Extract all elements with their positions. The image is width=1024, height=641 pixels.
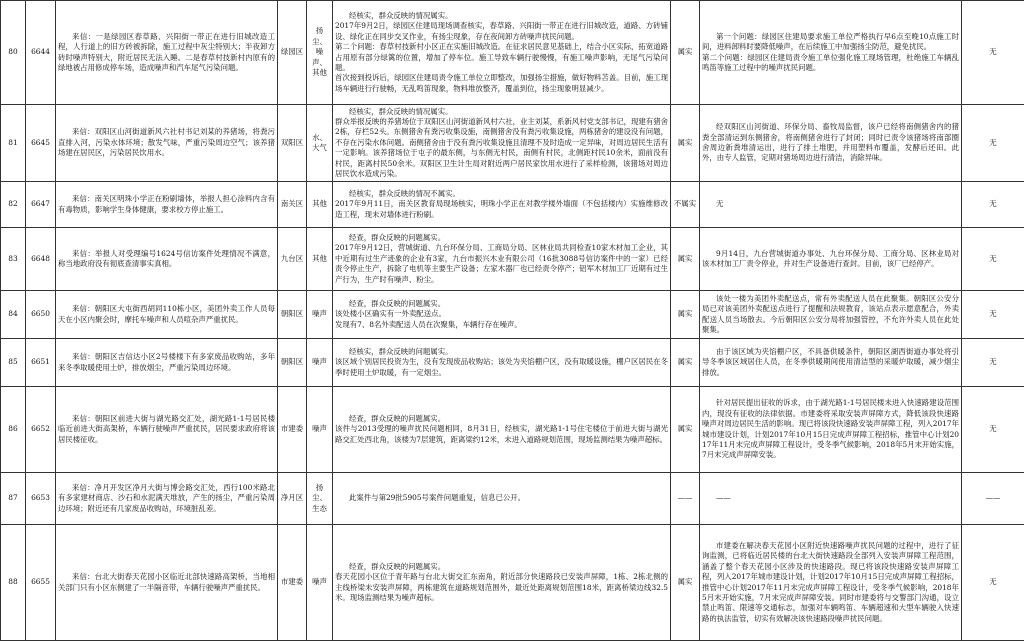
actions-text: —— — [700, 473, 962, 525]
penalty: 无 — [962, 105, 1024, 182]
district: 绿园区 — [278, 1, 307, 105]
case-number: 6655 — [26, 525, 56, 641]
findings-text: 经查，群众反映的问题属实。 春天花园小区位于青年路与台北大街交汇东南角，附近部分快速路段已安装声屏障，1栋、2栋北侧的主线桥梁未安装声屏障，两栋建筑在道路规划范围外，最近处距离规划范围18米，距离桥梁边线32.5米。现场监测结果为噪声超标。 — [333, 525, 671, 641]
verdict: 属实 — [671, 525, 700, 641]
case-number: 6652 — [26, 387, 56, 473]
actions-text: 由于该区域为夹馅棚户区，不具备供暖条件，朝阳区湖西街道办事处将引导冬季该区域居住人员，在冬季供暖期间使用清洁型的采暖炉取暖，减少烟尘排放。 — [700, 339, 962, 387]
complaint-text: 来信：净月开发区净月大街与博会路交汇处，西行100米路北有多家建材商店、沙石和水泥满天堆放，产生的扬尘，严重污染周边环境；附近还有几家废品收购站，环境脏乱差。 — [56, 473, 278, 525]
district: 朝阳区 — [278, 291, 307, 339]
row-seq: 82 — [1, 182, 26, 228]
table-row — [1, 291, 1024, 339]
pollution-type: 噪声 — [307, 525, 333, 641]
actions-text: 市建委在解决春天花园小区附近快速路噪声扰民问题的过程中，进行了征询监测，已将临近居民楼的台北大街快速路段全部列入安装声屏障工程范围，涵盖了整个春天花园小区涉及的快速路段。现已将该段快速路安装声屏障工程，列入2017年城市建设计划，计划2017年10月15日完成声屏障工程招标，推管中心计划2017年11月末完成声屏障工程设计，受冬季气候影响，2018年5月末开始实施，7月末完成声屏障安装。同时市建委将与交警部门沟通，设立禁止鸣笛、限速等交通标志，加强对车辆鸣笛、车辆超速和大型车辆驶入快速路的执法监管，切实有效解决该快速路段噪声扰民问题。 — [700, 525, 962, 641]
complaint-text: 来信：朝阳区吉信达小区2号楼楼下有多家废品收购站，多年来冬季取暖使用土炉，排放烟尘，严重污染周边环境。 — [56, 339, 278, 387]
case-number: 6645 — [26, 105, 56, 182]
row-seq: 84 — [1, 291, 26, 339]
findings-text: 经查，群众反映的问题属实。 该件与2013受理的噪声扰民问题相同，8月31日，经核实，湖光路1-1号住宅楼位于前进大街与湖光路交汇处西北角，该楼为7层建筑，距离梁约12米，未进入道路规划范围，现场监测结果为噪声超标。 — [333, 387, 671, 473]
table-row — [1, 228, 1024, 291]
complaint-text: 来信：台北大街春天花园小区临近北部快速路高架桥，当地相关部门只有小区东侧建了一半隔音带，车辆行驶噪声严重扰民。 — [56, 525, 278, 641]
findings-text: 经核实，群众反映的情况属实。 群众举报反映的养猪场位于双阳区山河街道新风村六社，业主刘某，系新风村党支部书记，现建有猪舍2栋，存栏52头。东侧猪舍有粪污收集设施，南侧猪舍没有粪污收集设施，两栋猪舍的建设没有问题，不存在污染水体问题。南侧猪舍由于没有粪污收集设施且清理不及时造成一定异味，对周边居民生活有一定影响。该养猪场位于屯子的最东侧，与东侧无村民，南侧有村民，北侧距村民10余米，面前没有村民，距离村民50余米。双阳区卫生计生局对附近两户居民家饮用水进行了采样检测，该猪场对周边居民饮水造成污染。 — [333, 105, 671, 182]
table-row — [1, 182, 1024, 228]
table-row — [1, 339, 1024, 387]
complaint-text: 来信：朝阳区前进大街与湖光路交汇处，湖光路1-1号居民楼临近前进大街高架桥，车辆行驶噪声严重扰民，居民要求政府将该居民楼征收。 — [56, 387, 278, 473]
row-seq: 87 — [1, 473, 26, 525]
district: 市建委 — [278, 525, 307, 641]
complaint-text: 来信：朝阳区大屯街西胡同110栋小区，美团外卖工作人员每天在小区内聚会时，摩托车噪声和人员喧杂声严重扰民。 — [56, 291, 278, 339]
verdict: 属实 — [671, 228, 700, 291]
actions-text: 无 — [700, 182, 962, 228]
district: 双阳区 — [278, 105, 307, 182]
case-number: 6648 — [26, 228, 56, 291]
table-row — [1, 1, 1024, 105]
complaint-text: 来信：南关区明珠小学正在粉刷墙体，举报人担心涂料内含有有毒物质，影响学生身体健康，要求校方停止施工。 — [56, 182, 278, 228]
actions-text: 第一个问题：绿园区住建局要求施工单位严格执行早6点至晚10点施工时间，进料卸料时要降低噪声，在后续施工中加强扬尘防范，避免扰民。 第二个问题：绿园区住建局责令施工单位强化施工现场管理，杜绝施工车辆乱鸣笛等施工过程中的噪声扰民问题。 — [700, 1, 962, 105]
actions-text: 针对居民提出征收的诉求，由于湖光路1-1号居民楼未进入快速路建设范围内，现没有征收的法律依据。市建委将采取安装声屏障方式，降低该段快速路噪声对周边居民生活的影响。现已将该段快速路安装声屏障工程，列入2017年城市建设计划，计划2017年10月15日完成声屏障工程招标，推管中心计划2017年11月末完成声屏障工程设计，受冬季气候影响，2018年5月末开始实施，7月末完成声屏障安装。 — [700, 387, 962, 473]
verdict: 属实 — [671, 339, 700, 387]
district: 南关区 — [278, 182, 307, 228]
penalty: 无 — [962, 339, 1024, 387]
penalty: —— — [962, 473, 1024, 525]
pollution-type: 其他 — [307, 182, 333, 228]
pollution-type: 扬尘、生态 — [307, 473, 333, 525]
pollution-type: 其他 — [307, 228, 333, 291]
findings-text: 经核实，群众反映的情况不属实。 2017年9月11日，南关区教育局现场核实，明珠小学正在对教学楼外墙面（不包括楼内）实施维修改造工程，现未对墙体进行粉刷。 — [333, 182, 671, 228]
case-number: 6647 — [26, 182, 56, 228]
district: 九台区 — [278, 228, 307, 291]
penalty: 无 — [962, 182, 1024, 228]
row-seq: 85 — [1, 339, 26, 387]
complaint-text: 来信：双阳区山河街道新风六社村书记刘某的养猪场，将粪污直排入河，污染水体环境；散发气味，严重污染周边空气；该养猪场建在居民区，污染居民饮用水。 — [56, 105, 278, 182]
complaint-text: 来信：一是绿园区春草路、兴阳街一带正在进行旧城改造工程，人行道上的旧方砖被拆除，施工过程中灰尘特别大；半夜卸方砖时噪声特别大，附近居民无法入睡。二是春草村技新村内原有的绿地被占用修成停车场，造成噪声和汽车尾气污染问题。 — [56, 1, 278, 105]
case-number: 6650 — [26, 291, 56, 339]
actions-text: 该处一楼为美团外卖配送点，常有外卖配送人员在此聚集。朝阳区公安分局已对该美团外卖配送点进行了提醒和法规教育，该站点表示愿意配合，外卖配送人员当场散去。今后朝阳区公安分局将加强管控，不允许外卖人员在此处聚集。 — [700, 291, 962, 339]
pollution-type: 噪声 — [307, 291, 333, 339]
case-number: 6644 — [26, 1, 56, 105]
verdict: 属实 — [671, 387, 700, 473]
table-row — [1, 525, 1024, 641]
row-seq: 88 — [1, 525, 26, 641]
actions-text: 经双阳区山河街道、环保分局、畜牧局监督，该户已经将南侧猪舍内的猪粪全部清运到东侧猪舍，将南侧猪舍进行了封闭；同时已责令该猪场将南部圈舍周边新粪堆清运出，进行了排土堆肥，并用塑料布覆盖，发酵后还田。此外，由专人监管，定期对猪场周边进行清洁，消除异味。 — [700, 105, 962, 182]
penalty: 无 — [962, 387, 1024, 473]
penalty: 无 — [962, 525, 1024, 641]
table-row — [1, 387, 1024, 473]
district: 朝阳区 — [278, 339, 307, 387]
penalty: 无 — [962, 1, 1024, 105]
findings-text: 经核实，群众反映的情况属实。 2017年9月2日，绿园区住建局现场调查核实，春草路、兴阳街一带正在进行旧城改造，道路、方砖铺设、绿化正在同步交叉作业，有扬尘现象，存在夜间卸方砖噪声扰民问题。 第二个问题：春草村技新村小区正在实施旧城改造。在征求居民意见基础上，结合小区实际，拓宽道路占用原有部分绿篱的位置，增加了停车位。施工导致车辆行驶慢慢，有施工噪声影响，无尾气污染问题。 首次接到投诉后，绿园区住建局责令施工单位立即整改，加强扬尘措施，做好物料苫盖。目前，施工现场车辆进行行驶畅，无乱鸣笛现象，物料堆放整齐，覆盖到位，扬尘现象明显减少。 — [333, 1, 671, 105]
pollution-type: 噪声 — [307, 387, 333, 473]
pollution-type: 噪声 — [307, 339, 333, 387]
row-seq: 80 — [1, 1, 26, 105]
verdict: 属实 — [671, 291, 700, 339]
pollution-type: 扬尘、噪声、其他 — [307, 1, 333, 105]
penalty: 无 — [962, 228, 1024, 291]
penalty: 无 — [962, 291, 1024, 339]
row-seq: 81 — [1, 105, 26, 182]
district: 净月区 — [278, 473, 307, 525]
table-row — [1, 473, 1024, 525]
complaint-text: 来信：举报人对受理编号1624号信访案件处理情况不满意，称当地政府没有彻底查清事实真相。 — [56, 228, 278, 291]
findings-text: 经查，群众反映的问题属实。 2017年9月12日，营城街道、九台环保分局、工商局分局、区林业局共同检查10家木材加工企业，其中近期有过生产迹象的企业有3家，九台市振兴木业有限公司（16批3088号信访案件中的一家）已经责令停止生产，拆除了电机等主要生产设备；左家木器厂也已经责令停产；铝军木材加工厂近期有过生产行为，生产时有噪声、粉尘。 — [333, 228, 671, 291]
verdict: 属实 — [671, 105, 700, 182]
table-row — [1, 105, 1024, 182]
findings-text: 此案件与第29批5905号案件问题重复，信息已公开。 — [333, 473, 671, 525]
row-seq: 86 — [1, 387, 26, 473]
verdict: 不属实 — [671, 182, 700, 228]
pollution-type: 水、大气 — [307, 105, 333, 182]
actions-text: 9月14日，九台营城街道办事处、九台环保分局、工商分局、区林业局对该木材加工厂责令停业，并对生产设备进行查封。目前，该厂已经停产。 — [700, 228, 962, 291]
findings-text: 经核实，群众反映的问题属实。 该区域个别居民投资为生，没有发现废品收购站；该处为夹馅棚户区，没有取暖设施，棚户区居民在冬季时使用土炉取暖，有一定烟尘。 — [333, 339, 671, 387]
district: 市建委 — [278, 387, 307, 473]
findings-text: 经查，群众反映的问题属实。 该处楼小区确实有一外卖配送点。 发现有7、8名外卖配送人员在次聚集，车辆行存在噪声。 — [333, 291, 671, 339]
row-seq: 83 — [1, 228, 26, 291]
case-number: 6653 — [26, 473, 56, 525]
verdict: —— — [671, 473, 700, 525]
verdict: 属实 — [671, 1, 700, 105]
case-number: 6651 — [26, 339, 56, 387]
